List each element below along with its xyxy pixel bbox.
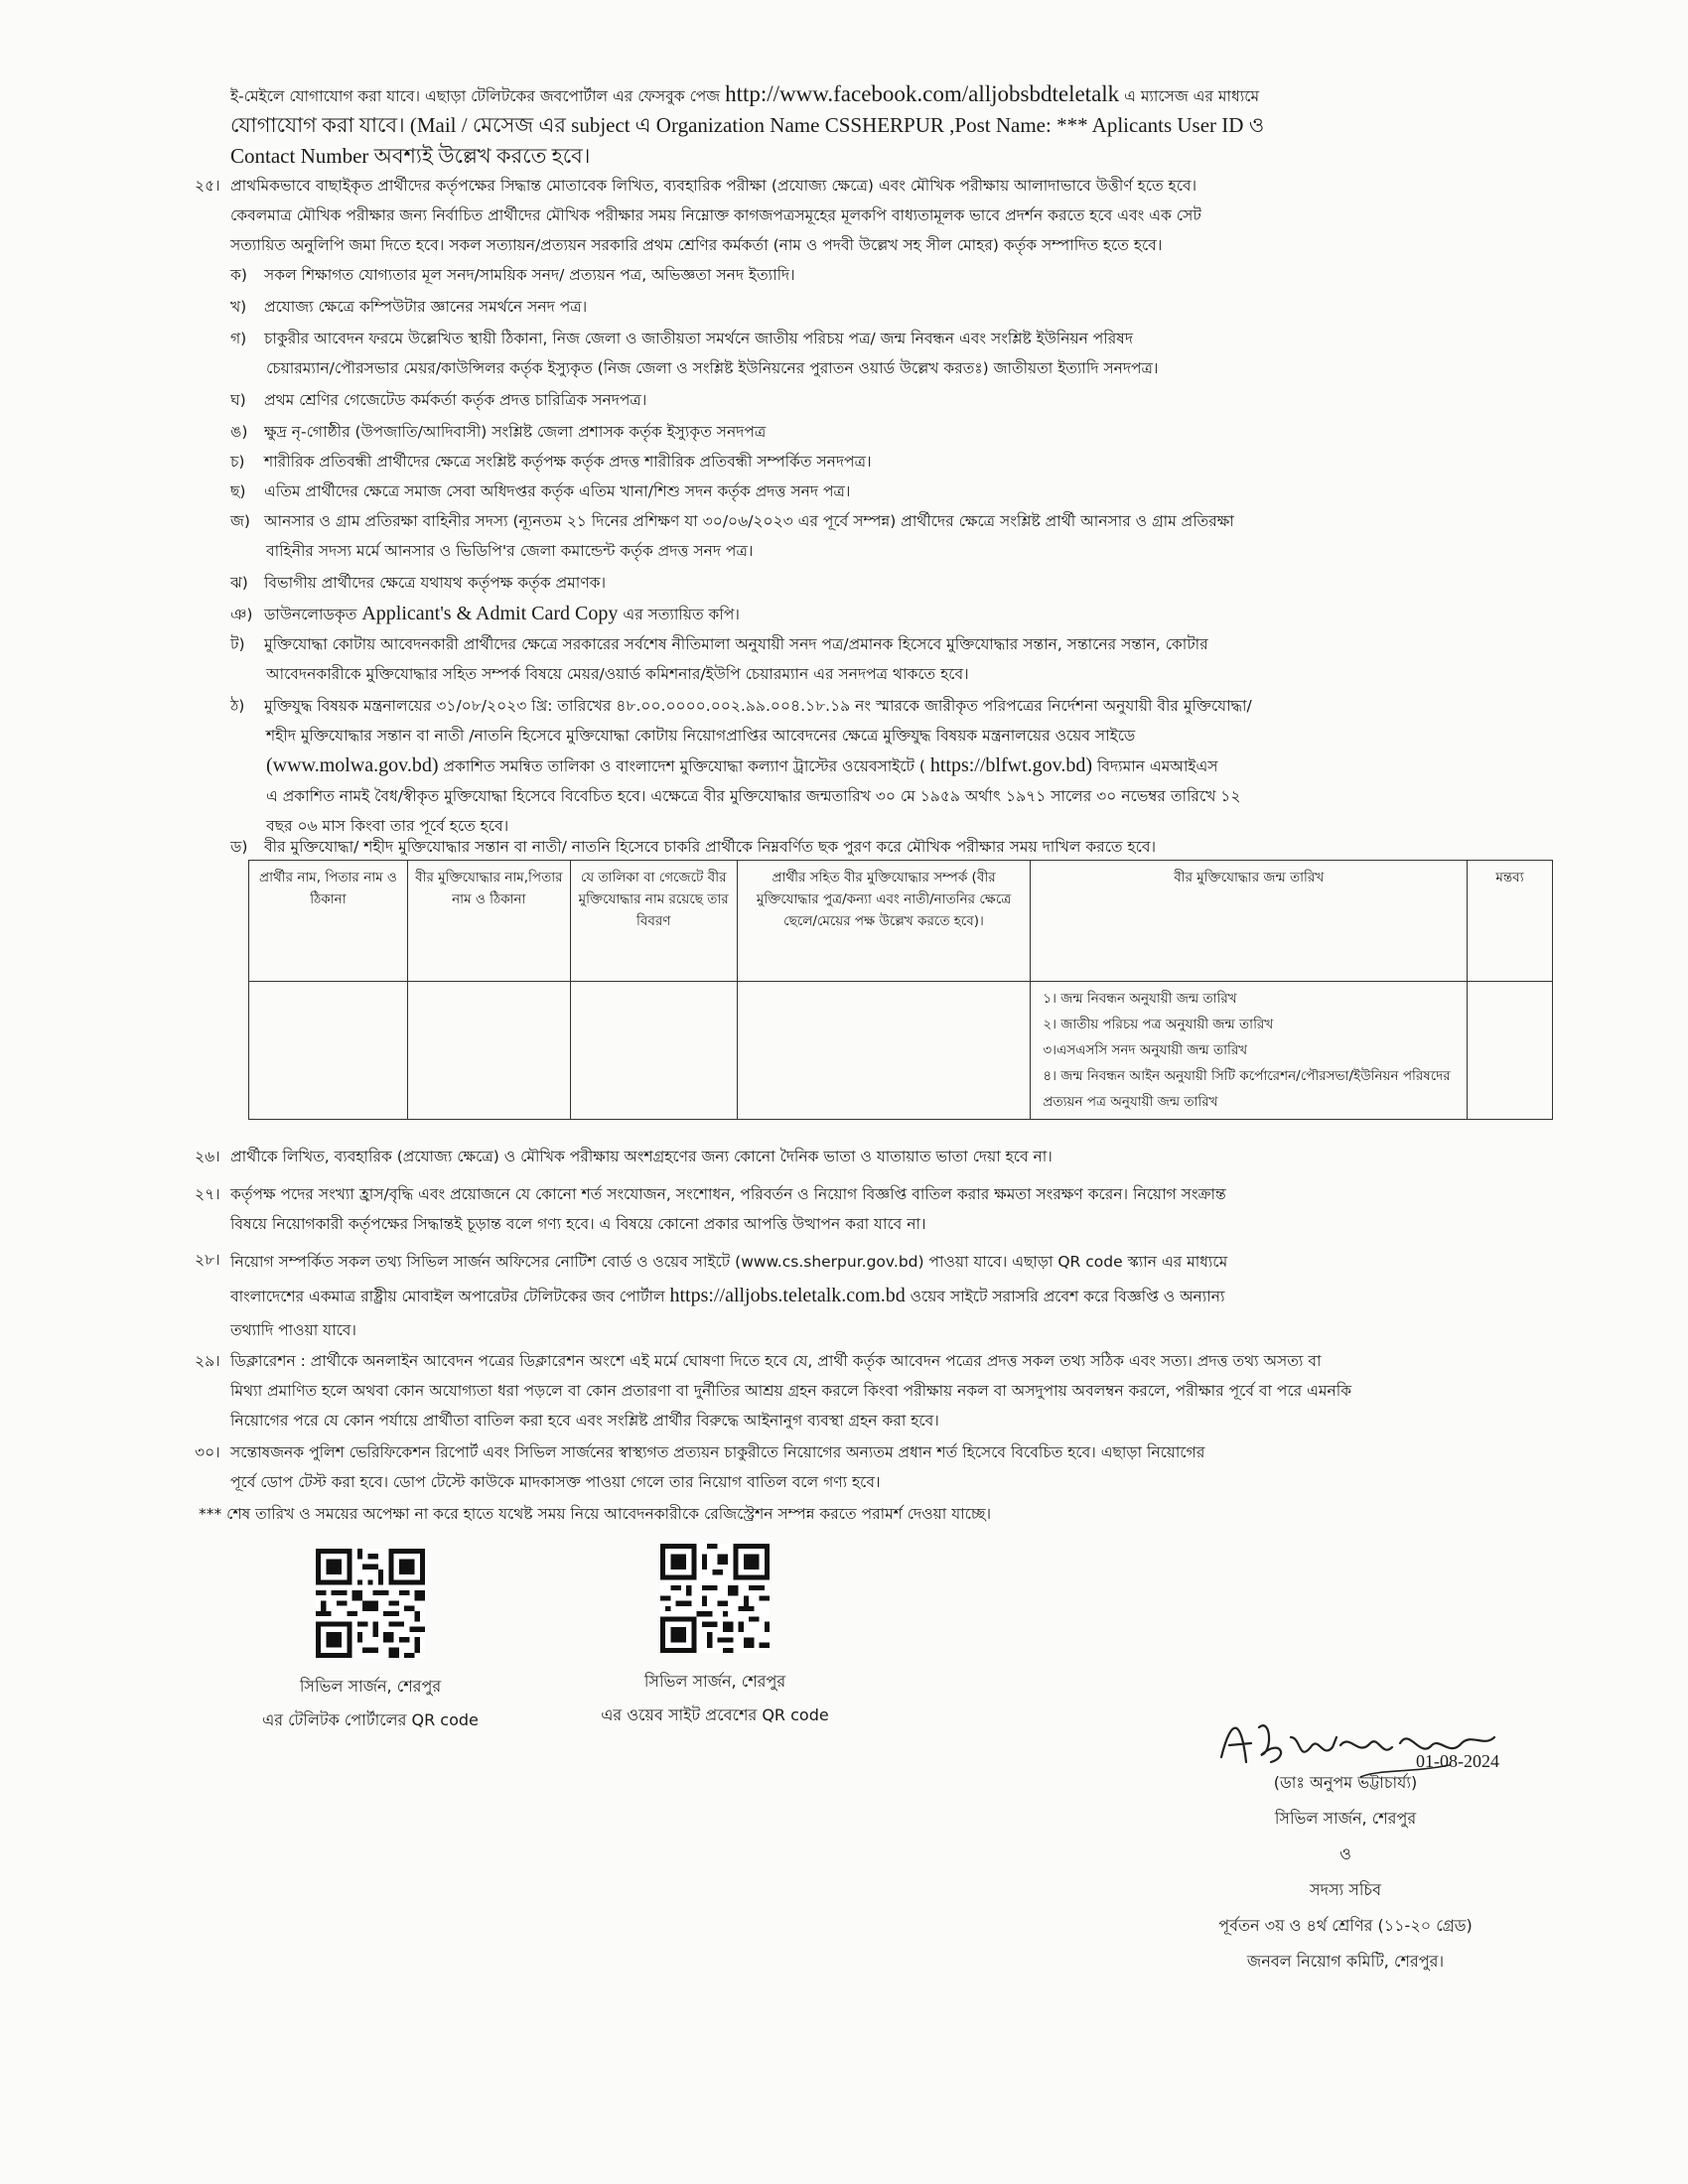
item-label: ছ) xyxy=(230,482,246,500)
signatory-title: সিভিল সার্জন, শেরপুর xyxy=(1274,1809,1417,1828)
clause-text: কেবলমাত্র মৌখিক পরীক্ষার জন্য নির্বাচিত প্রার্থীদের মৌখিক পরীক্ষার সময় নিম্নোক্ত কাগজপত্রসমূহের মূলকপি বাধ্যতামূলক ভাবে প্রদর্শন করতে হবে এবং এক সেট xyxy=(230,206,1201,224)
item-nya xyxy=(230,599,1556,629)
item-text: মুক্তিযুদ্ধ বিষয়ক মন্ত্রনালয়ের ৩১/০৮/২০২৩ খ্রি: তারিখের ৪৮.০০.০০০০.০০২.৯৯.০০৪.১৮.১৯ নং স্মারকে জারীকৃত পরিপত্রের নির্দেশনা অনুযায়ী বীর মুক্তিযোদ্ধা/ xyxy=(264,697,1252,715)
item-text: সকল শিক্ষাগত যোগ্যতার মূল সনদ/সাময়িক সনদ/ প্রত্যয়ন পত্র, অভিজ্ঞতা সনদ ইত্যাদি। xyxy=(264,266,795,284)
qr-code-icon[interactable] xyxy=(660,1544,770,1653)
qr-caption: সিভিল সার্জন, শেরপুর xyxy=(299,1677,442,1696)
contact-number-text: Contact Number অবশ্যই উল্লেখ করতে হবে। xyxy=(230,144,591,168)
dob-item: ২। জাতীয় পরিচয় পত্র অনুযায়ী জন্ম তারিখ xyxy=(1043,1017,1274,1032)
item-label: ট) xyxy=(230,635,245,653)
qr-caption: সিভিল সার্জন, শেরপুর xyxy=(643,1672,786,1691)
item-text: প্রকাশিত সমন্বিত তালিকা ও বাংলাদেশ মুক্তিযোদ্ধা কল্যাণ ট্রাস্টের ওয়েবসাইটে ( xyxy=(443,757,925,775)
col-relation: প্রার্থীর সহিত বীর মুক্তিযোদ্ধার সম্পর্ক (বীর মুক্তিযোদ্ধার পুত্র/কন্যা এবং নাতী/নাতনির ক্ষেত্রে ছেলে/মেয়ের পক্ষ উল্লেখ করতে হবে)। xyxy=(737,861,1031,982)
clause-text: বাংলাদেশের একমাত্র রাষ্ট্রীয় মোবাইল অপারেটর টেলিটকের জব পোর্টাল xyxy=(230,1288,665,1305)
item-ka xyxy=(230,260,1556,290)
clause-text: নিয়োগ সম্পর্কিত সকল তথ্য সিভিল সার্জন অফিসের নোটিশ বোর্ড ও ওয়েব সাইটে (www.cs.sherpur.gov.bd) পাওয়া যাবে। এছাড়া QR code স্ক্যান এর মাধ্যমে xyxy=(230,1253,1228,1271)
registration-note: *** শেষ তারিখ ও সময়ের অপেক্ষা না করে হাতে যথেষ্ট সময় নিয়ে আবেদনকারীকে রেজিস্ট্রেশন সম্পন্ন করতে পরামর্শ দেওয়া যাচ্ছে। xyxy=(199,1505,992,1523)
item-label: খ) xyxy=(230,298,247,316)
teletalk-link[interactable]: https://alljobs.teletalk.com.bd xyxy=(669,1285,906,1306)
qr-teletalk xyxy=(226,1549,514,1737)
item-kha xyxy=(230,292,1556,322)
clause-text: সন্তোষজনক পুলিশ ভেরিফিকেশন রিপোর্ট এবং সিভিল সার্জনের স্বাস্থ্যগত প্রত্যয়ন চাকুরীতে নিয়োগের অন্যতম প্রধান শর্ত হিসেবে বিবেচিত হবে। এছাড়া নিয়োগের xyxy=(230,1443,1205,1461)
clause-text: পূর্বে ডোপ টেস্ট করা হবে। ডোপ টেস্টে কাউকে মাদকাসক্ত পাওয়া গেলে তার নিয়োগ বাতিল বলে গণ্য হবে। xyxy=(230,1473,881,1491)
facebook-link[interactable]: http://www.facebook.com/alljobsbdteletalk xyxy=(725,81,1120,106)
signatory-name: (ডাঃ অনুপম ভট্টাচার্য্য) xyxy=(1273,1773,1418,1792)
committee-text: পূর্বতন ৩য় ও ৪র্থ শ্রেণির (১১-২০ গ্রেড) xyxy=(1218,1916,1473,1935)
signature-area xyxy=(1182,1707,1509,1771)
clause-text: ডিক্লারেশন : প্রার্থীকে অনলাইন আবেদন পত্রের ডিক্লারেশন অংশে এই মর্মে ঘোষণা দিতে হবে যে, প্রার্থী কর্তৃক আবেদন পত্রের প্রদত্ত সকল তথ্য সঠিক এবং সত্য। প্রদত্ত তথ্য অসত্য বা xyxy=(230,1352,1322,1370)
signatory-and: ও xyxy=(1339,1844,1351,1863)
item-label: জ) xyxy=(230,512,250,530)
item-text: আবেদনকারীকে মুক্তিযোদ্ধার সহিত সম্পর্ক বিষয়ে মেয়র/ওয়ার্ড কমিশনার/ইউপি চেয়ারম্যান এর সনদপত্র থাকতে হবে। xyxy=(266,665,969,683)
molwa-link[interactable]: (www.molwa.gov.bd) xyxy=(266,754,439,776)
item-label: ক) xyxy=(230,266,247,284)
item-text: বিভাগীয় প্রার্থীদের ক্ষেত্রে যথাযথ কর্তৃপক্ষ কর্তৃক প্রমাণক। xyxy=(264,574,607,592)
item-jha xyxy=(230,568,1556,598)
item-text: শারীরিক প্রতিবন্ধী প্রার্থীদের ক্ষেত্রে সংশ্লিষ্ট কর্তৃপক্ষ কর্তৃক প্রদত্ত শারীরিক প্রতিবন্ধী সম্পর্কিত সনদপত্র। xyxy=(264,453,872,471)
item-ja xyxy=(230,506,1556,566)
clause-text: ওয়েব সাইটে সরাসরি প্রবেশ করে বিজ্ঞপ্তি ও অন্যান্য xyxy=(910,1288,1225,1305)
clause-number: ২৬। xyxy=(195,1148,220,1165)
item-ga xyxy=(230,324,1556,383)
clause-number: ২৯। xyxy=(195,1352,220,1370)
qr-graphic xyxy=(316,1549,425,1658)
item-cha xyxy=(230,477,1556,506)
table-cell[interactable] xyxy=(570,982,737,1120)
clause-26 xyxy=(195,1142,1555,1171)
item-text: প্রথম শ্রেণির গেজেটেড কর্মকর্তা কর্তৃক প্রদত্ত চারিত্রিক সনদপত্র। xyxy=(264,391,647,409)
item-uma xyxy=(230,417,1556,447)
clause-number: ৩০। xyxy=(195,1443,220,1461)
clause-text: তথ্যাদি পাওয়া যাবে। xyxy=(230,1321,356,1339)
clause-text: প্রাথমিকভাবে বাছাইকৃত প্রার্থীদের কর্তৃপক্ষের সিদ্ধান্ত মোতাবেক লিখিত, ব্যবহারিক পরীক্ষা (প্রযোজ্য ক্ষেত্রে) এবং মৌখিক পরীক্ষায় আলাদাভাবে উত্তীর্ণ হতে হবে। xyxy=(230,177,1197,195)
item-text: মুক্তিযোদ্ধা কোটায় আবেদনকারী প্রার্থীদের ক্ষেত্রে সরকারের সর্বশেষ নীতিমালা অনুযায়ী সনদ পত্র/প্রমানক হিসেবে মুক্তিযোদ্ধার সন্তান, সন্তানের সন্তান, কোটার xyxy=(264,635,1208,653)
table-cell[interactable] xyxy=(249,982,408,1120)
col-candidate: প্রার্থীর নাম, পিতার নাম ও ঠিকানা xyxy=(249,861,408,982)
item-tha xyxy=(230,691,1556,841)
col-dob: বীর মুক্তিযোদ্ধার জন্ম তারিখ xyxy=(1031,861,1468,982)
committee-text: জনবল নিয়োগ কমিটি, শেরপুর। xyxy=(1246,1952,1445,1971)
dob-item: ৩।এসএসসি সনদ অনুযায়ী জন্ম তারিখ xyxy=(1043,1042,1248,1058)
item-text: ডাউনলোডকৃত xyxy=(264,606,357,623)
item-da xyxy=(230,832,1556,862)
dob-cell xyxy=(1031,982,1468,1120)
col-gazette: যে তালিকা বা গেজেটে বীর মুক্তিযোদ্ধার নাম রয়েছে তার বিবরণ xyxy=(570,861,737,982)
item-text: এতিম প্রার্থীদের ক্ষেত্রে সমাজ সেবা অধিদপ্তর কর্তৃক এতিম খানা/শিশু সদন কর্তৃক প্রদত্ত সনদ পত্র। xyxy=(264,482,851,500)
clause-number: ২৭। xyxy=(195,1185,220,1203)
qr-caption: এর টেলিটক পোর্টালের QR code xyxy=(262,1710,479,1729)
clause-text: প্রার্থীকে লিখিত, ব্যবহারিক (প্রযোজ্য ক্ষেত্রে) ও মৌখিক পরীক্ষায় অংশগ্রহণের জন্য কোনো দৈনিক ভাতা ও যাতায়াত ভাতা দেয়া হবে না। xyxy=(230,1148,1053,1165)
item-text: শহীদ মুক্তিযোদ্ধার সন্তান বা নাতী /নাতনি হিসেবে মুক্তিযোদ্ধা কোটায় নিয়োগপ্রাপ্তির আবেদনের ক্ষেত্রে মুক্তিযুদ্ধ বিষয়ক মন্ত্রনালয়ের ওয়েব সাইডে xyxy=(266,727,1136,745)
item-text: চেয়ারম্যান/পৌরসভার মেয়র/কাউন্সিলর কর্তৃক ইস্যুকৃত (নিজ জেলা ও সংশ্লিষ্ট ইউনিয়নের পুরাতন ওয়ার্ড উল্লেখ করতঃ) জাতীয়তা ইত্যাদি সনদপত্র। xyxy=(266,359,1159,377)
clause-number: ২৮। xyxy=(195,1251,220,1269)
intro-contact xyxy=(230,79,1551,171)
item-label: ঝ) xyxy=(230,574,248,592)
item-label: ঘ) xyxy=(230,391,246,409)
item-gha xyxy=(230,385,1556,415)
item-text: বছর ০৬ মাস কিংবা তার পূর্বে হতে হবে। xyxy=(266,817,509,835)
table-header-row xyxy=(249,861,1553,982)
intro-tail: এ ম্যাসেজ এর মাধ্যমে xyxy=(1124,87,1260,105)
item-text: এ প্রকাশিত নামই বৈধ/স্বীকৃত মুক্তিযোদ্ধা হিসেবে বিবেচিত হবে। এক্ষেত্রে বীর মুক্তিযোদ্ধার জন্মতারিখ ৩০ মে ১৯৫৯ অর্থাৎ ১৯৭১ সালের ৩০ নভেম্বর তারিখে ১২ xyxy=(266,787,1241,805)
table-row xyxy=(249,982,1553,1120)
mail-subject-text: যোগাযোগ করা যাবে। (Mail / মেসেজ এর subject xyxy=(230,113,631,137)
clause-text: নিয়োগের পরে যে কোন পর্যায়ে প্রার্থীতা বাতিল করা হবে এবং সংশ্লিষ্ট প্রার্থীর বিরুদ্ধে আইনানুগ ব্যবস্থা গ্রহন করা হবে। xyxy=(230,1412,939,1430)
qr-website xyxy=(556,1544,874,1732)
item-label: ড) xyxy=(230,838,248,856)
signatory-role: সদস্য সচিব xyxy=(1310,1880,1381,1899)
item-text: আনসার ও গ্রাম প্রতিরক্ষা বাহিনীর সদস্য (ন্যূনতম ২১ দিনের প্রশিক্ষণ যা ৩০/০৬/২০২৩ এর পূর্বে সম্পন্ন) প্রার্থীদের ক্ষেত্রে সংশ্লিষ্ট প্রার্থী আনসার ও গ্রাম প্রতিরক্ষা xyxy=(264,512,1234,530)
clause-25 xyxy=(195,171,1555,260)
clause-text: মিথ্যা প্রমাণিত হলে অথবা কোন অযোগ্যতা ধরা পড়লে বা কোন প্রতারণা বা দুর্নীতির আশ্রয় গ্রহন করলে কিংবা পরীক্ষায় নকল বা অসদুপায় অবলম্বন করলে, পরীক্ষার পূর্বে বা পরে এমনকি xyxy=(230,1382,1352,1400)
clause-text: সত্যায়িত অনুলিপি জমা দিতে হবে। সকল সত্যায়ন/প্রত্যয়ন সরকারি প্রথম শ্রেণির কর্মকর্তা (নাম ও পদবী উল্লেখ সহ সীল মোহর) কর্তৃক সম্পাদিত হতে হবে। xyxy=(230,236,1163,254)
qr-caption: এর ওয়েব সাইট প্রবেশের QR code xyxy=(601,1706,829,1724)
item-text: এর সত্যায়িত কপি। xyxy=(623,606,740,623)
item-text: বীর মুক্তিযোদ্ধা/ শহীদ মুক্তিযোদ্ধার সন্তান বা নাতী/ নাতনি হিসেবে চাকরি প্রার্থীকে নিম্নবর্ণিত ছক পুরণ করে মৌখিক পরীক্ষার সময় দাখিল করতে হবে। xyxy=(264,838,1157,856)
clause-30 xyxy=(195,1437,1555,1497)
clause-28 xyxy=(195,1245,1555,1347)
item-label: গ) xyxy=(230,330,247,347)
clause-29 xyxy=(195,1346,1555,1435)
table-cell[interactable] xyxy=(407,982,570,1120)
signature-block xyxy=(1182,1707,1509,1979)
item-label: চ) xyxy=(230,453,245,471)
organization-text: এ Organization Name CSSHERPUR ,Post Name: *** Aplicants User ID ও xyxy=(634,113,1265,137)
freedom-fighter-table xyxy=(248,860,1553,1120)
clause-text: কর্তৃপক্ষ পদের সংখ্যা হ্রাস/বৃদ্ধি এবং প্রয়োজনে যে কোনো শর্ত সংযোজন, সংশোধন, পরিবর্তন ও নিয়োগ বিজ্ঞপ্তি বাতিল করার ক্ষমতা সংরক্ষণ করেন। নিয়োগ সংক্রান্ত xyxy=(230,1185,1226,1203)
table-cell[interactable] xyxy=(737,982,1031,1120)
item-ta xyxy=(230,629,1556,689)
qr-graphic xyxy=(660,1544,770,1653)
col-remarks: মন্তব্য xyxy=(1468,861,1553,982)
clause-number: ২৫। xyxy=(195,177,220,195)
item-text: ক্ষুদ্র নৃ-গোষ্ঠীর (উপজাতি/আদিবাসী) সংশ্লিষ্ট জেলা প্রশাসক কর্তৃক ইস্যুকৃত সনদপত্র xyxy=(264,423,767,441)
dob-item: ৪। জন্ম নিবন্ধন আইন অনুযায়ী সিটি কর্পোরেশন/পৌরসভা/ইউনিয়ন পরিষদের প্রত্যয়ন পত্র অনুযায়ী জন্ম তারিখ xyxy=(1043,1068,1451,1110)
signature-date: 01-08-2024 xyxy=(1416,1751,1499,1771)
table-cell[interactable] xyxy=(1468,982,1553,1120)
item-text: প্রযোজ্য ক্ষেত্রে কম্পিউটার জ্ঞানের সমর্থনে সনদ পত্র। xyxy=(264,298,588,316)
item-label: ঠ) xyxy=(230,697,245,715)
qr-code-icon[interactable] xyxy=(316,1549,425,1658)
intro-text: ই-মেইলে যোগাযোগ করা যাবে। এছাড়া টেলিটকের জবপোর্টাল এর ফেসবুক পেজ xyxy=(230,87,721,105)
col-freedom-fighter: বীর মুক্তিযোদ্ধার নাম,পিতার নাম ও ঠিকানা xyxy=(407,861,570,982)
item-text: চাকুরীর আবেদন ফরমে উল্লেখিত স্থায়ী ঠিকানা, নিজ জেলা ও জাতীয়তা সমর্থনে জাতীয় পরিচয় পত্র/ জন্ম নিবন্ধন এবং সংশ্লিষ্ট ইউনিয়ন পরিষদ xyxy=(264,330,1133,347)
dob-item: ১। জন্ম নিবন্ধন অনুযায়ী জন্ম তারিখ xyxy=(1043,991,1237,1007)
item-text: বাহিনীর সদস্য মর্মে আনসার ও ভিডিপি'র জেলা কমান্ডেন্ট কর্তৃক প্রদত্ত সনদ পত্র। xyxy=(266,542,754,560)
clause-text: বিষয়ে নিয়োগকারী কর্তৃপক্ষের সিদ্ধান্তই চূড়ান্ত বলে গণ্য হবে। এ বিষয়ে কোনো প্রকার আপত্তি উত্থাপন করা যাবে না। xyxy=(230,1215,926,1233)
item-label: ঞ) xyxy=(230,606,253,623)
clause-27 xyxy=(195,1179,1555,1239)
blfwt-link[interactable]: https://blfwt.gov.bd) xyxy=(929,754,1092,776)
item-label: ঙ) xyxy=(230,423,248,441)
item-ca xyxy=(230,447,1556,477)
admit-card-text: Applicant's & Admit Card Copy xyxy=(361,603,619,624)
item-text: বিদ্যমান এমআইএস xyxy=(1096,757,1218,775)
